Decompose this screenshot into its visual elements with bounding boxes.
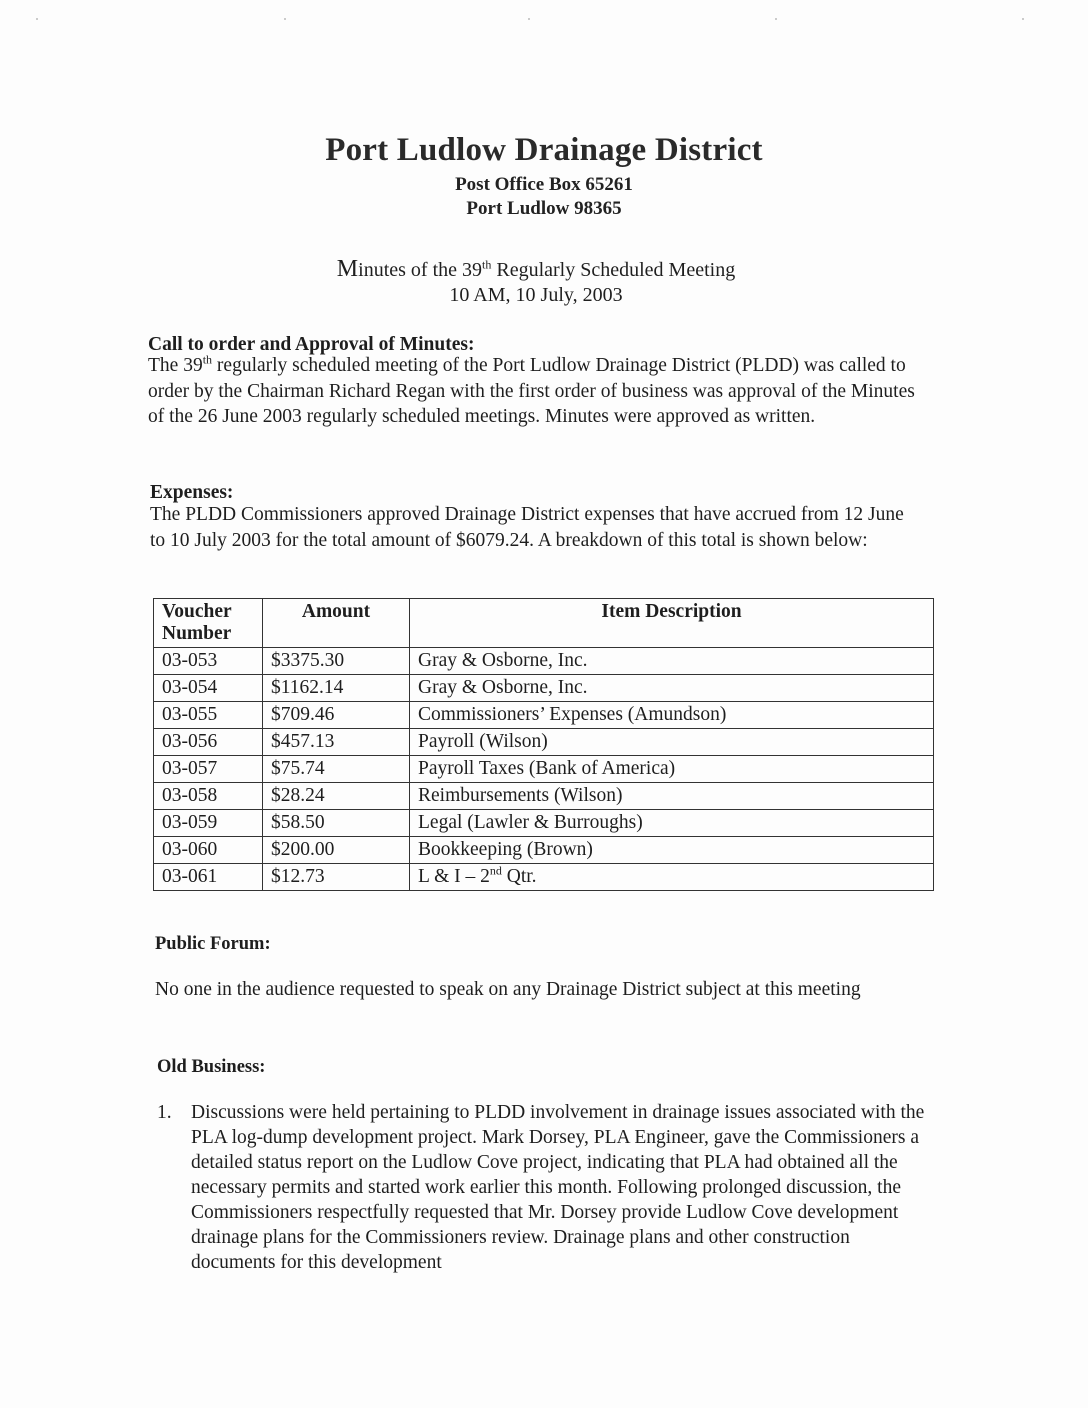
voucher-cell: 03-059: [154, 810, 263, 837]
voucher-cell: 03-055: [154, 702, 263, 729]
description-cell: L & I – 2nd Qtr.: [410, 864, 934, 891]
voucher-cell: 03-054: [154, 675, 263, 702]
amount-cell: $457.13: [263, 729, 410, 756]
column-header-amount: Amount: [263, 599, 410, 648]
list-item-text: Discussions were held pertaining to PLDD involvement in drainage issues associated with the PLA log-dump development project. Mark Dorsey, PLA Engineer, gave the Commissioners a detailed status report on the Ludlow Cove project, indicating that PLA had obtained all the necessary permits and started work earlier this month. Following prolonged discussion, the Commissioners respectfully requested that Mr. Dorsey provide Ludlow Cove development drainage plans for the Commissioners review. Drainage plans and other construction documents for this development: [191, 1102, 925, 1273]
voucher-cell: 03-061: [154, 864, 263, 891]
meeting-datetime: 10 AM, 10 July, 2003: [449, 284, 623, 306]
amount-cell: $28.24: [263, 783, 410, 810]
list-item-number: 1.: [157, 1102, 172, 1123]
expenses-paragraph: The PLDD Commissioners approved Drainage District expenses that have accrued from 12 June to 10 July 2003 for the total amount of $6079.24. A breakdown of this total is shown below:: [150, 504, 904, 551]
description-cell: Legal (Lawler & Burroughs): [410, 810, 934, 837]
old-business-list: [157, 1100, 927, 1275]
call-to-order-paragraph: The 39th regularly scheduled meeting of the Port Ludlow Drainage District (PLDD) was called to order by the Chairman Richard Regan with the first order of business was approval of the Minutes of the 26 June 2003 regularly scheduled meetings. Minutes were approved as written.: [148, 352, 915, 427]
table-row: [154, 702, 934, 729]
column-header-voucher: Voucher Number: [154, 599, 263, 648]
description-cell: Payroll (Wilson): [410, 729, 934, 756]
list-item: [157, 1100, 927, 1275]
scan-speck: [1022, 18, 1024, 20]
scan-speck: [775, 18, 777, 20]
scan-speck: [528, 18, 530, 20]
description-cell: Gray & Osborne, Inc.: [410, 675, 934, 702]
table-row: [154, 729, 934, 756]
table-row: [154, 675, 934, 702]
table-row: [154, 837, 934, 864]
voucher-cell: 03-058: [154, 783, 263, 810]
column-header-description: Item Description: [410, 599, 934, 648]
section-heading-call-to-order: Call to order and Approval of Minutes:: [148, 334, 475, 355]
section-heading-public-forum: Public Forum:: [155, 934, 271, 954]
public-forum-paragraph: No one in the audience requested to speak on any Drainage District subject at this meeting: [155, 979, 861, 1000]
section-heading-old-business: Old Business:: [157, 1057, 266, 1077]
table-row: [154, 756, 934, 783]
description-cell: Commissioners’ Expenses (Amundson): [410, 702, 934, 729]
voucher-cell: 03-057: [154, 756, 263, 783]
amount-cell: $75.74: [263, 756, 410, 783]
scan-speck: [36, 18, 38, 20]
amount-cell: $200.00: [263, 837, 410, 864]
organization-title: Port Ludlow Drainage District: [325, 132, 763, 168]
address-po-box: Post Office Box 65261: [455, 174, 633, 195]
table-row: [154, 648, 934, 675]
table-row: [154, 783, 934, 810]
amount-cell: $709.46: [263, 702, 410, 729]
section-heading-expenses: Expenses:: [150, 482, 234, 503]
description-cell: Gray & Osborne, Inc.: [410, 648, 934, 675]
amount-cell: $3375.30: [263, 648, 410, 675]
amount-cell: $12.73: [263, 864, 410, 891]
scan-speck: [284, 18, 286, 20]
voucher-cell: 03-053: [154, 648, 263, 675]
address-city-zip: Port Ludlow 98365: [466, 198, 622, 219]
description-cell: Reimbursements (Wilson): [410, 783, 934, 810]
amount-cell: $1162.14: [263, 675, 410, 702]
description-cell: Bookkeeping (Brown): [410, 837, 934, 864]
voucher-cell: 03-060: [154, 837, 263, 864]
table-row: [154, 864, 934, 891]
voucher-cell: 03-056: [154, 729, 263, 756]
table-row: [154, 810, 934, 837]
description-cell: Payroll Taxes (Bank of America): [410, 756, 934, 783]
expenses-table: [153, 598, 934, 891]
amount-cell: $58.50: [263, 810, 410, 837]
minutes-title: Minutes of the 39th Regularly Scheduled Meeting: [336, 256, 736, 282]
table-header-row: [154, 599, 934, 648]
